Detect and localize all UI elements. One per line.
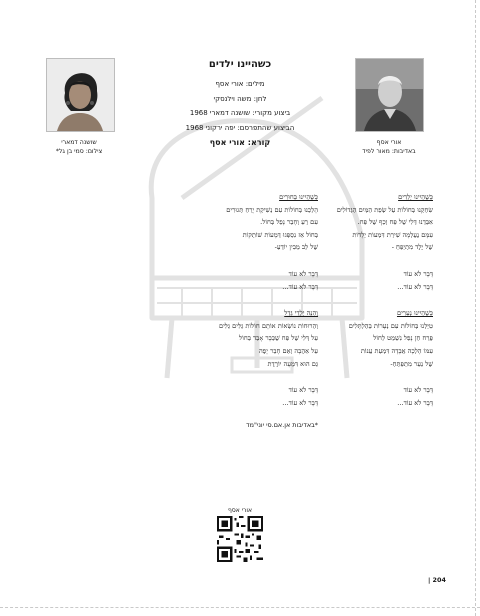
page-number: | 204: [428, 576, 446, 584]
poet-name: אורי אסף: [376, 139, 402, 146]
stanza: [110, 307, 318, 370]
lyric-line: וְהַרוּחוֹת נוֹשְׂאוֹת אוֹתָם חוֹלוֹת גַּלִּים גַּלִּים: [218, 321, 318, 330]
lyric-line: דָּבָר לֹא עוֹד: [288, 386, 318, 395]
lyric-line: טִיַּלְנוּ בְּחוֹלוֹת עִם נְעָרוֹת בְּהַלְתָּלִים: [348, 321, 433, 330]
lyric-line: שִׂחַקְנוּ בְּחוֹלוֹת עַל שְׂפַת הַמַּיִם הַגְּדוֹלִים: [336, 205, 433, 214]
refrain: [110, 384, 318, 409]
lyrics-credit: מילים: אורי אסף: [215, 80, 265, 88]
footnote: *באדיבות אן.אם.סי יוני"מד: [246, 421, 318, 430]
reader-credit: קורא: אורי אסף: [209, 138, 271, 147]
singer-name: שושנה דמארי: [61, 139, 97, 146]
lyric-line: דָּבָר לֹא עוֹד...: [397, 398, 433, 407]
refrain: [110, 268, 318, 293]
page-edge-bottom: [0, 607, 480, 608]
lyric-line: דָּבָר לֹא עוֹד: [403, 269, 433, 278]
lyric-line: עִמּוֹ הָלְכָה אֲבָדָה דִּמְעַת עֲנוֹת: [360, 346, 433, 355]
lyric-line: עַל דְּלִי שֶׁל פַּח שֶׁכְּבָר אָבַד בְּחוֹל: [239, 334, 318, 343]
poet-portrait-photo: [355, 58, 424, 132]
singer-photo-credit: צילום: סמי בן גל*: [55, 148, 103, 155]
lyric-line: וְהִנֵּה יַלְדֵי גָּדֵל: [284, 309, 318, 318]
qr-code[interactable]: [217, 516, 263, 562]
lyric-line: דָּבָר לֹא עוֹד: [403, 386, 433, 395]
qr-label: אורי אסף: [227, 507, 253, 514]
song-header: [148, 58, 332, 149]
lyric-line: שֶׁל נַעַר מִתְפַּתֵּחַ-: [390, 359, 433, 368]
lyric-line: כְּשֶׁהָיִינוּ בַּחוּרִים: [279, 193, 318, 201]
stanza: [110, 191, 318, 254]
lyric-line: גַּם הוּא דִּמְעָה יוֹרֶדֶת: [267, 359, 318, 368]
poet-portrait-caption: [343, 138, 435, 156]
song-title: כשהיינו ילדים: [208, 59, 272, 70]
lyric-line: כְּשֶׁהָיִינוּ יְלָדִים: [398, 193, 433, 201]
lyric-line: דָּבָר לֹא עוֹד...: [397, 282, 433, 291]
lyrics-column-left: [110, 191, 318, 429]
lyric-line: בְּחוֹל אַז נִסְפְּגוּ דְּמָעוֹת שׁוֹתְקוֹת: [242, 230, 318, 239]
poet-photo-credit: באדיבות: מאור לפיד: [362, 148, 416, 155]
lyric-line: דָּבָר לֹא עוֹד...: [282, 398, 318, 407]
lyric-line: הָלַכְנוּ בְּחוֹלוֹת עִם נְשִׁיקַת יָרֵחַ תְּגוּרִים: [226, 205, 318, 214]
lyric-line: פֶּרַח חֵן נָפַל נִשְׁמַט לַחוֹל: [373, 334, 433, 343]
page-edge-right: [475, 0, 476, 616]
famous-performance: הביצוע שהתפרסם: יפה ירקוני 1968: [185, 123, 295, 132]
lyric-line: עִם רֵעַ וְחָבֵר נָפַל בְּחוֹל.: [260, 218, 318, 227]
music-credit: לחן: משה וילנסקי: [213, 94, 267, 103]
lyric-line: דָּבָר לֹא עוֹד: [288, 269, 318, 278]
lyric-line: דָּבָר לֹא עוֹד...: [282, 282, 318, 291]
lyric-line: כְּשֶׁהָיִינוּ נְעָרִים: [396, 309, 433, 318]
lyric-line: שֶׁל יֶלֶד מִתְיַפֵּחַ -: [391, 243, 433, 252]
lyric-line: עִמָּם נֶעֶלְמָה שִׁירַת דִּמְעוֹת יְלָדוֹת: [352, 230, 433, 239]
lyric-line: שֶׁל לֵב מֵבִין יוֹדֵעַ-: [274, 243, 318, 252]
singer-portrait-caption: [33, 138, 125, 156]
original-performance: ביצוע מקורי: שושנה דמארי 1968: [189, 109, 291, 117]
singer-portrait-photo: [46, 58, 115, 132]
lyric-line: אִבַּדְנוּ דְּלִי שֶׁל פַּח וְכַף שֶׁל פַּח.: [357, 218, 433, 227]
lyric-line: עַל אַהֲבָה וְאֵם חָבֵר יָפֶה: [259, 346, 318, 355]
